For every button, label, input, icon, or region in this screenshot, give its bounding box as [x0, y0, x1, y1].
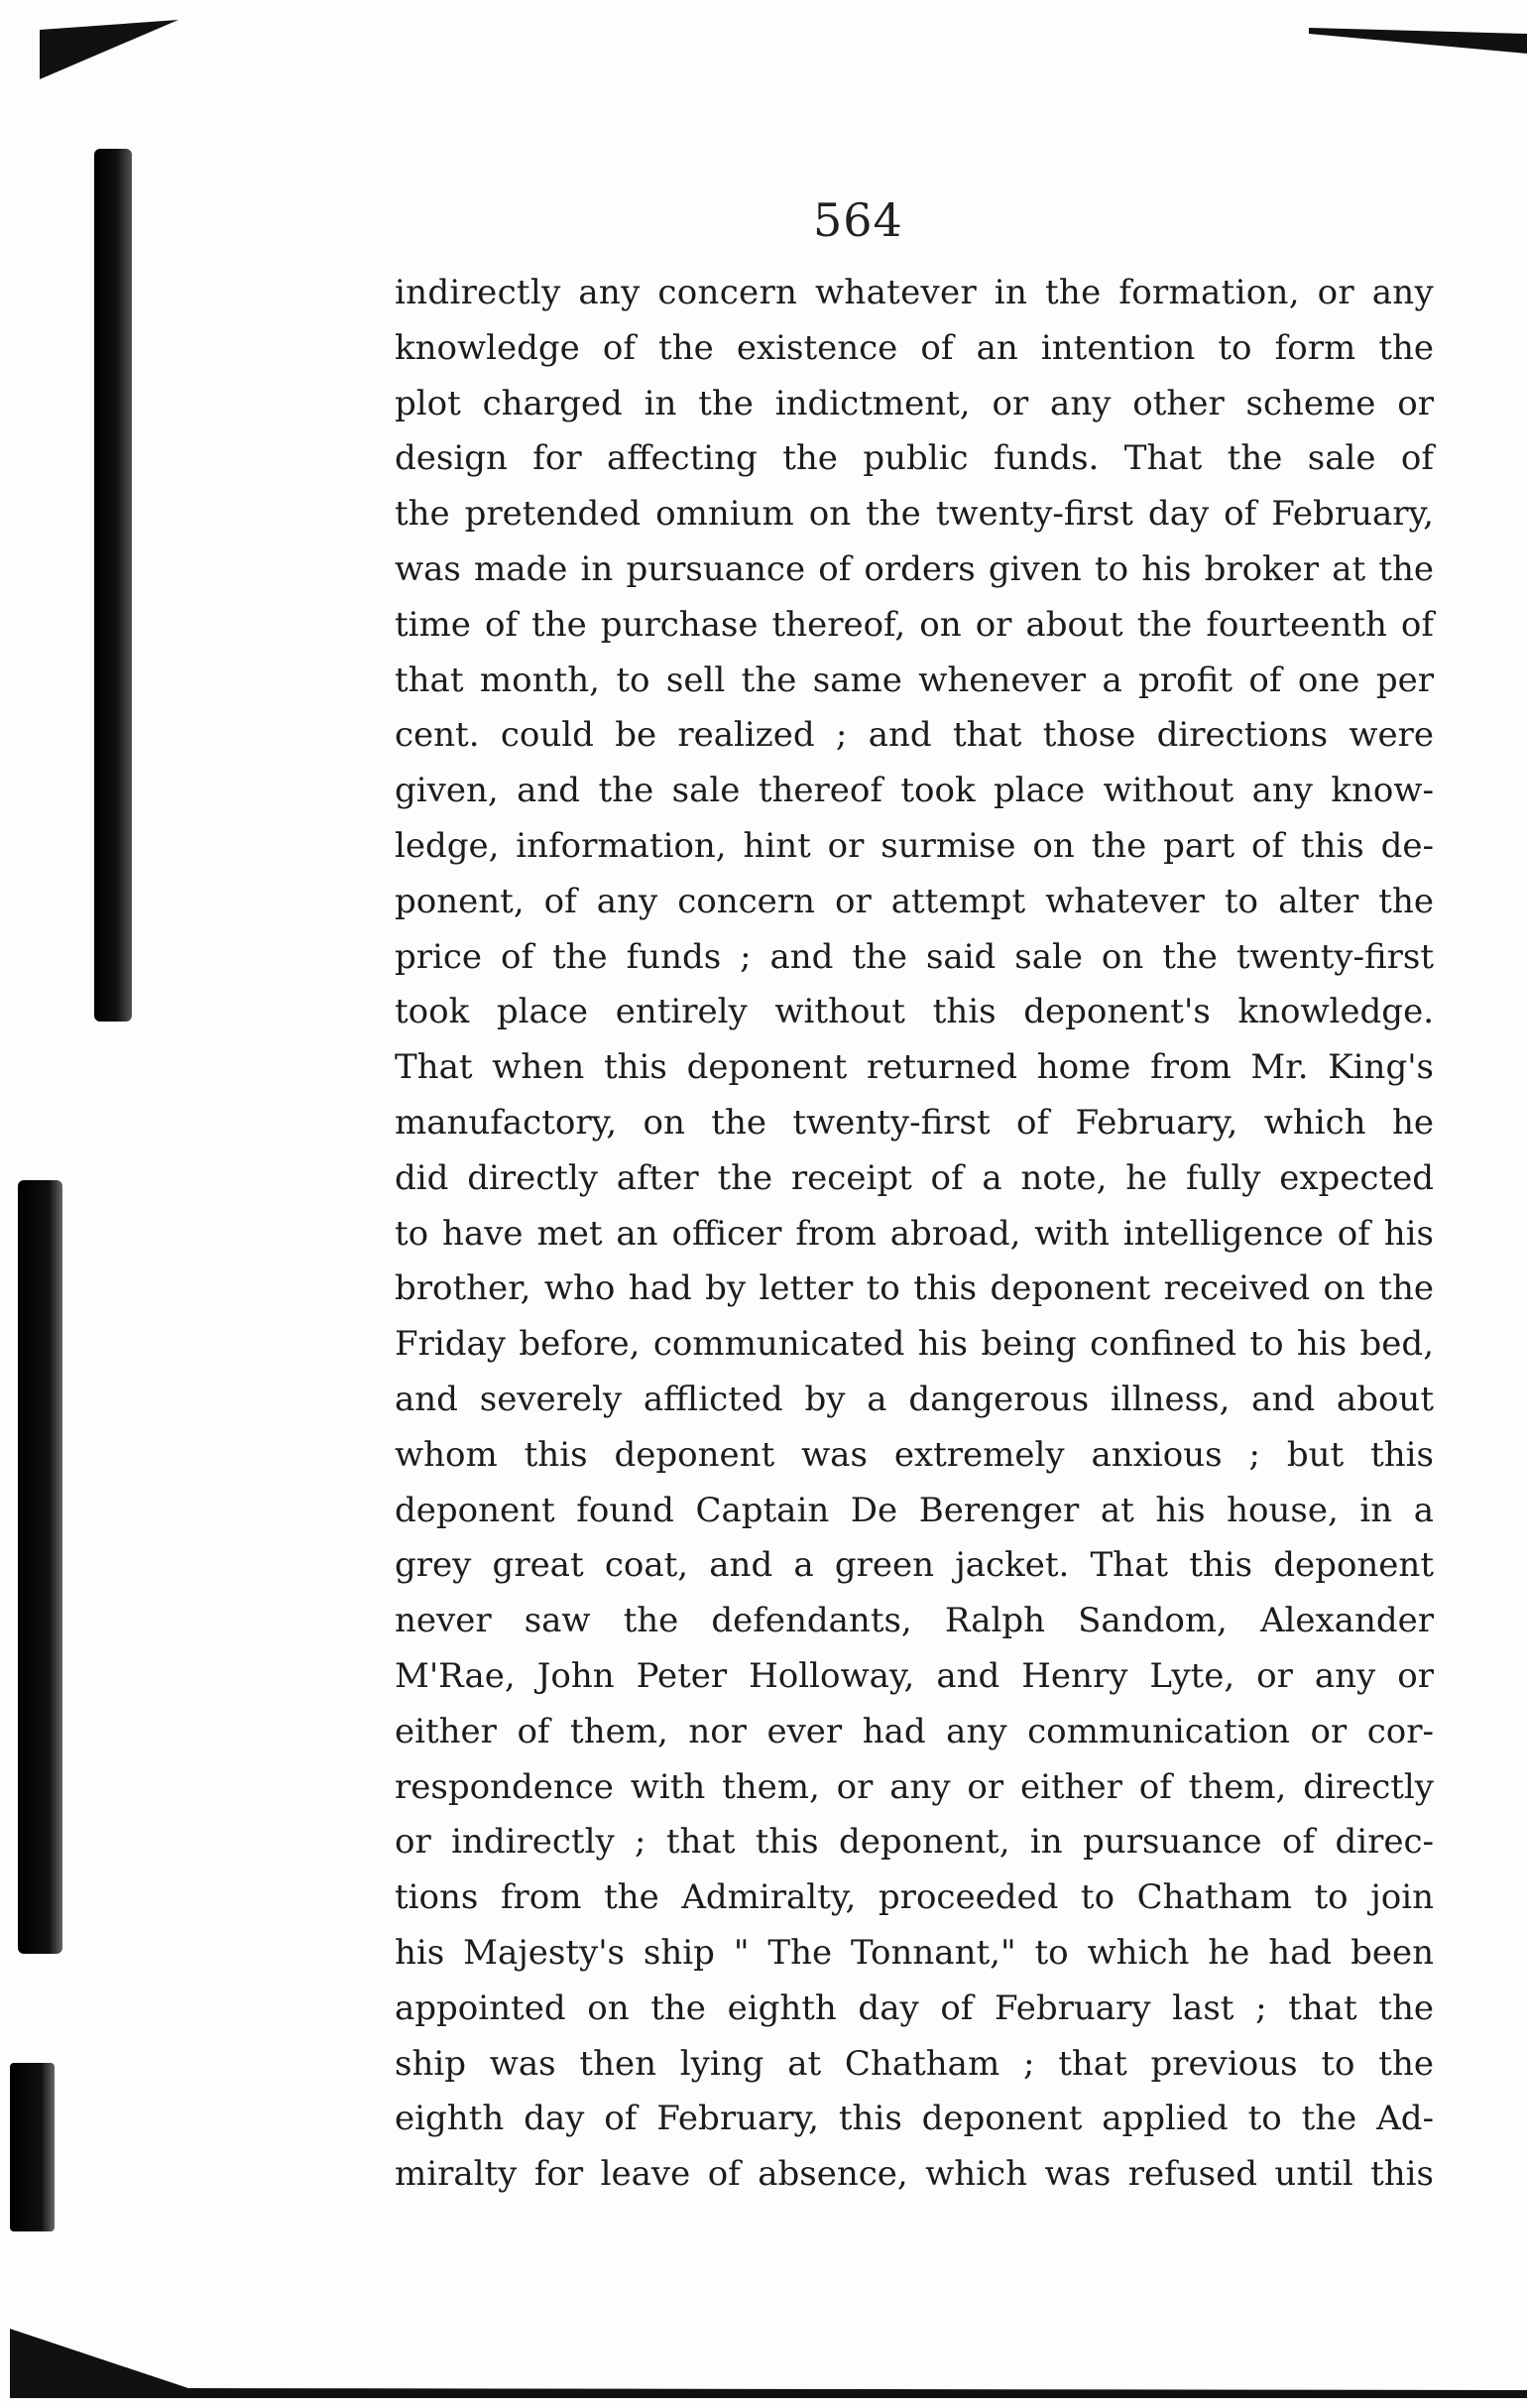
text-line: grey great coat, and a green jacket. That this deponent	[395, 1545, 1434, 1586]
text-line: did directly after the receipt of a note, he fully expected	[395, 1157, 1434, 1198]
scan-corner-artifact-top-right	[1309, 20, 1527, 60]
text-line: That when this deponent returned home from Mr. King's	[395, 1047, 1434, 1088]
text-line: tions from the Admiralty, proceeded to Chatham to join	[395, 1877, 1434, 1918]
text-line: plot charged in the indictment, or any other scheme or	[395, 383, 1434, 423]
text-line: M'Rae, John Peter Holloway, and Henry Lyte, or any or	[395, 1655, 1434, 1696]
text-line: respondence with them, or any or either of them, directly	[395, 1766, 1434, 1807]
text-line: manufactory, on the twenty-first of February, which he	[395, 1102, 1434, 1143]
text-line: or indirectly ; that this deponent, in pursuance of direc-	[395, 1822, 1434, 1863]
text-line: ledge, information, hint or surmise on the part of this de-	[395, 825, 1434, 866]
text-line: time of the purchase thereof, on or about the fourteenth of	[395, 604, 1434, 645]
text-line: eighth day of February, this deponent applied to the Ad-	[395, 2099, 1434, 2139]
text-line: ponent, of any concern or attempt whatever to alter the	[395, 881, 1434, 921]
text-line: to have met an officer from abroad, with intelligence of his	[395, 1213, 1434, 1254]
text-line: ship was then lying at Chatham ; that previous to the	[395, 2043, 1434, 2084]
text-line: brother, who had by letter to this deponent received on the	[395, 1268, 1434, 1309]
text-line: took place entirely without this deponent's knowledge.	[395, 992, 1434, 1032]
text-line: appointed on the eighth day of February last ; that the	[395, 1987, 1434, 2028]
scan-bottom-edge-artifact	[10, 2309, 1527, 2398]
text-line: either of them, nor ever had any communication or cor-	[395, 1711, 1434, 1751]
scan-corner-artifact-top-left	[40, 20, 178, 79]
text-line: design for affecting the public funds. That the sale of	[395, 438, 1434, 479]
text-line: was made in pursuance of orders given to his broker at the	[395, 548, 1434, 589]
text-line: miralty for leave of absence, which was refused until this	[395, 2154, 1434, 2195]
text-line: the pretended omnium on the twenty-first day of February,	[395, 494, 1434, 535]
scan-edge-mark	[18, 1180, 62, 1954]
text-line: given, and the sale thereof took place without any know-	[395, 771, 1434, 811]
scan-edge-mark	[10, 2063, 55, 2231]
text-line: that month, to sell the same whenever a profit of one per	[395, 660, 1434, 700]
text-line: his Majesty's ship " The Tonnant," to which he had been	[395, 1932, 1434, 1973]
scan-edge-mark	[94, 149, 132, 1022]
text-line: never saw the defendants, Ralph Sandom, Alexander	[395, 1601, 1434, 1641]
text-line: knowledge of the existence of an intention to form the	[395, 327, 1434, 368]
text-line: and severely afflicted by a dangerous illness, and about	[395, 1379, 1434, 1419]
body-text	[395, 266, 1434, 2203]
text-line: price of the funds ; and the said sale on the twenty-first	[395, 936, 1434, 977]
text-line: cent. could be realized ; and that those directions were	[395, 715, 1434, 756]
text-line: indirectly any concern whatever in the formation, or any	[395, 273, 1434, 312]
text-line: deponent found Captain De Berenger at his house, in a	[395, 1490, 1434, 1530]
text-line: Friday before, communicated his being confined to his bed,	[395, 1324, 1434, 1365]
page-number: 564	[813, 193, 903, 247]
text-line: whom this deponent was extremely anxious ; but this	[395, 1434, 1434, 1475]
